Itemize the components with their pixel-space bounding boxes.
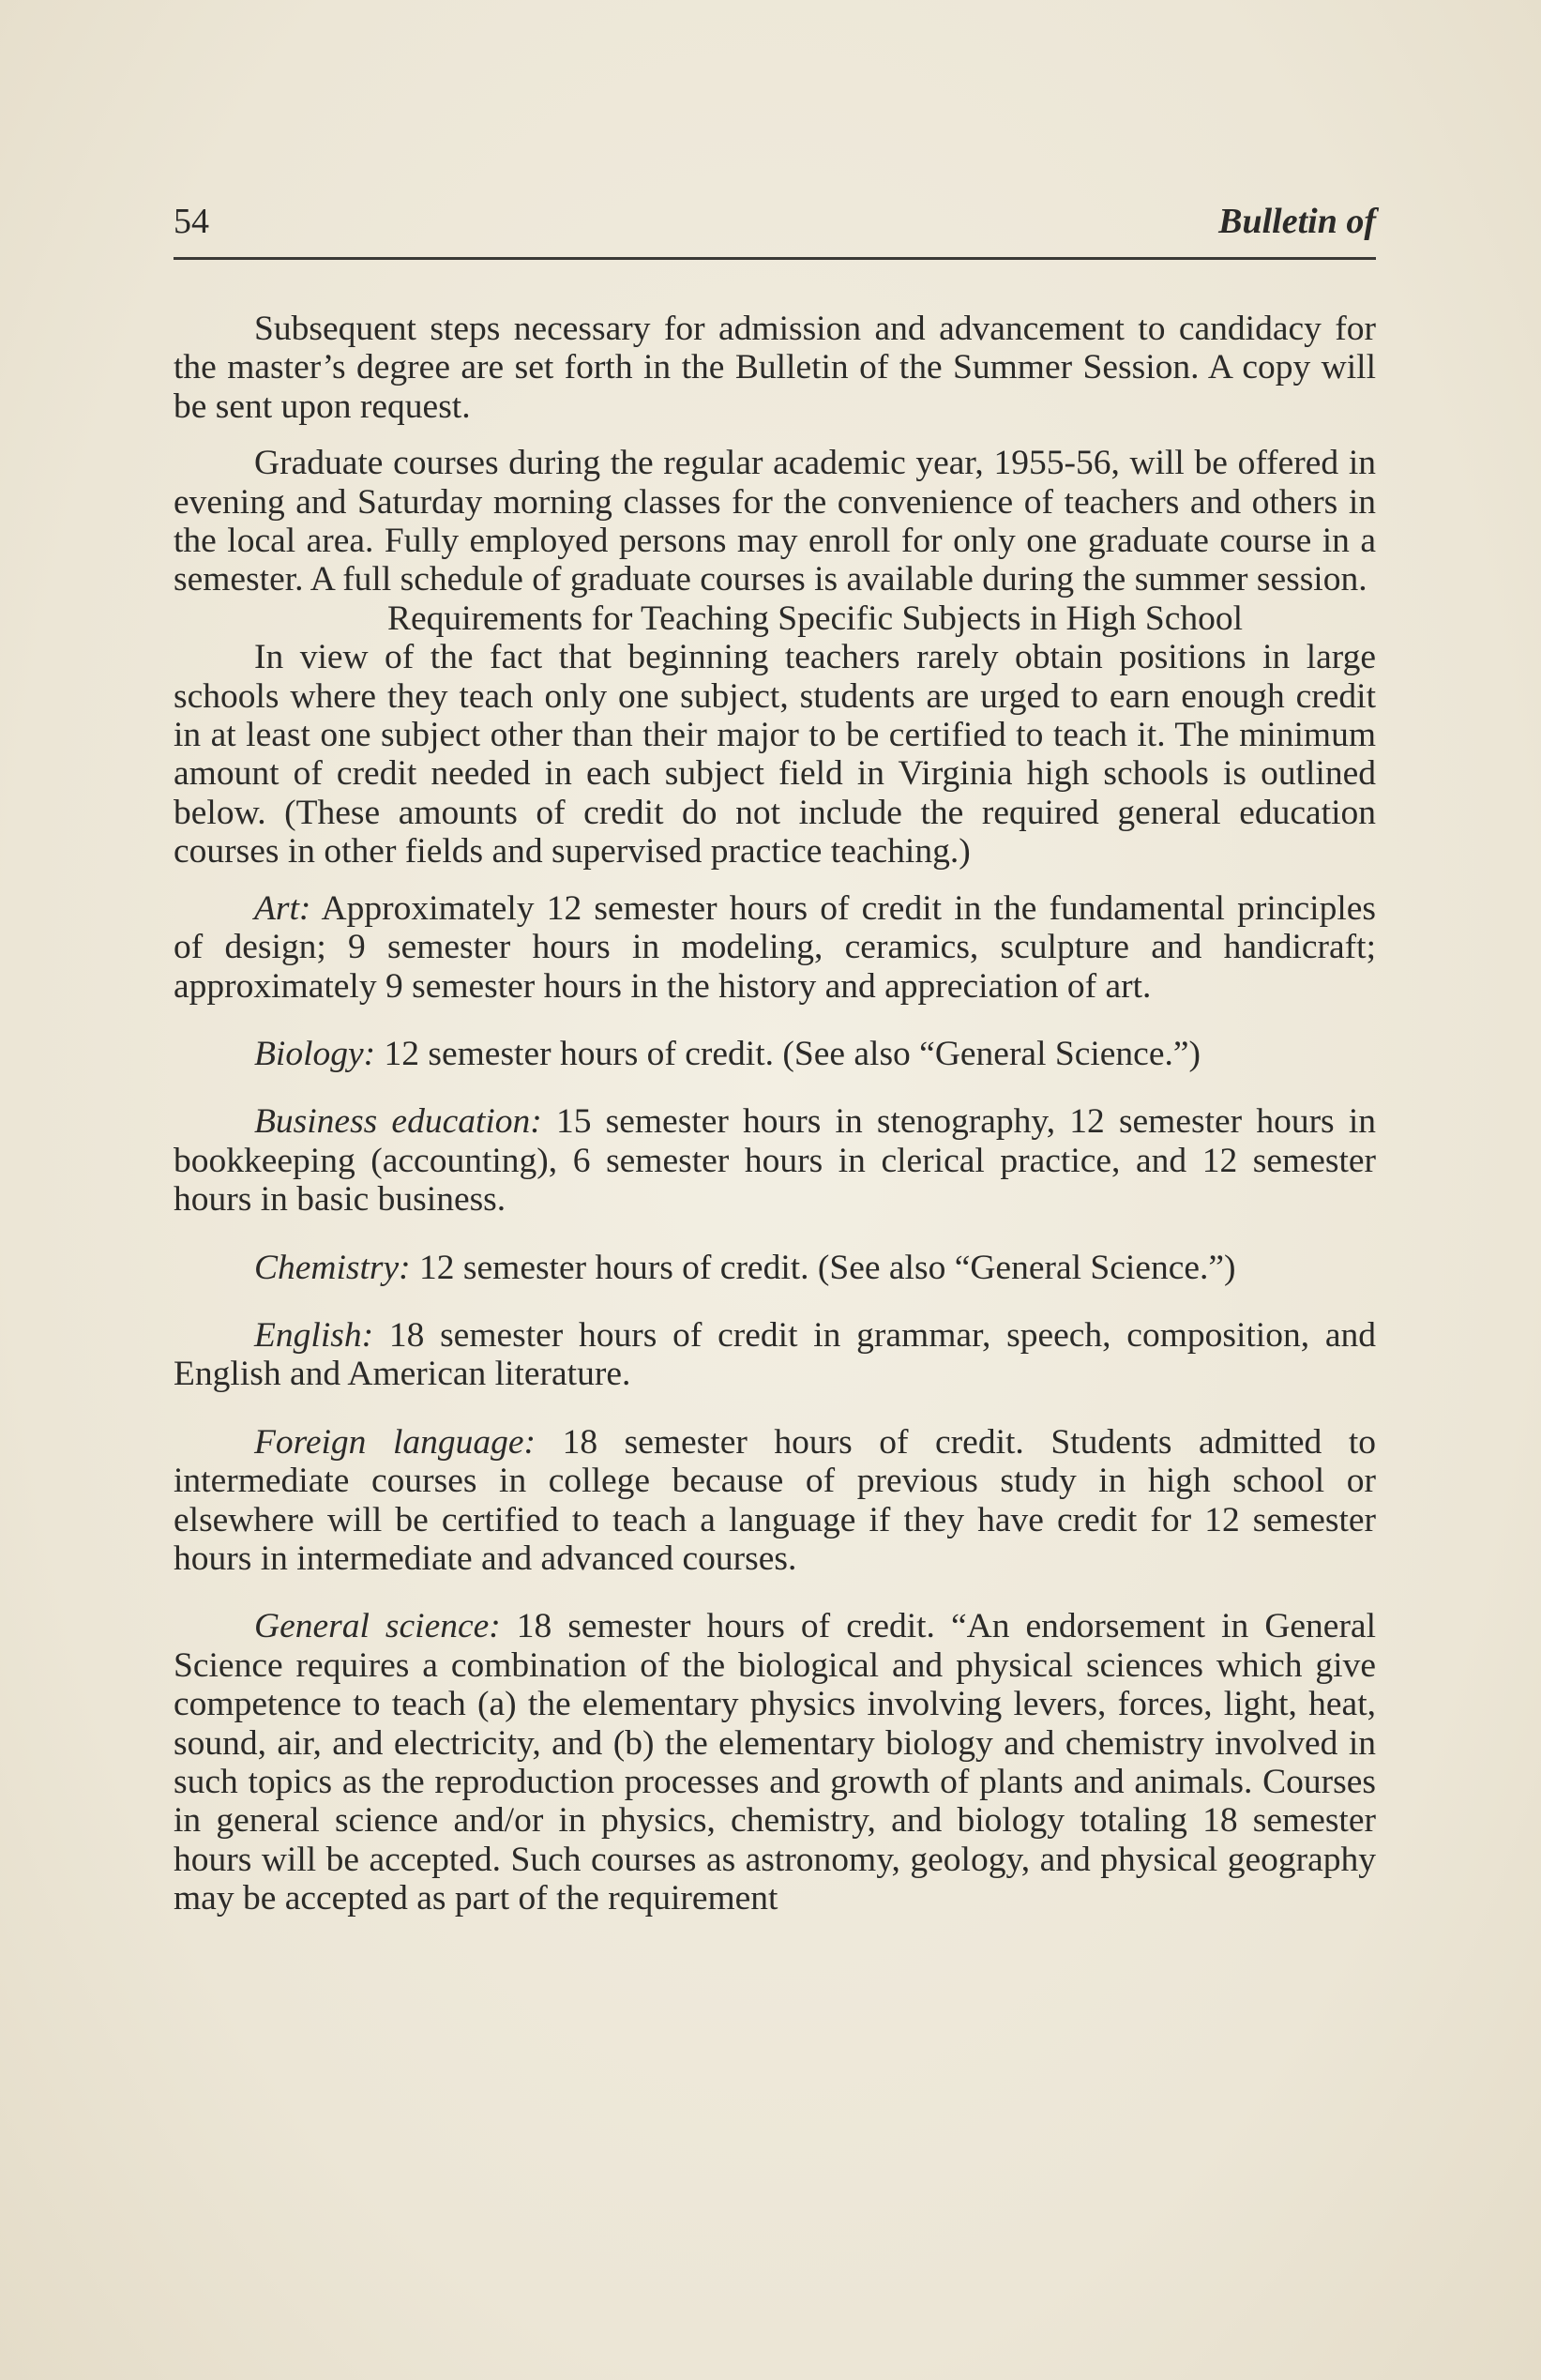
subject-name: Chemistry: xyxy=(254,1248,411,1287)
running-head: Bulletin of xyxy=(1218,202,1376,241)
subject-text: 18 semester hours of credit. Students admitted to intermediate courses in college because of previous study in high school or elsewhere will be certified to teach a language if they have credit for 12 semester hours in intermediate and advanced courses. xyxy=(174,1422,1376,1578)
subject-text: 18 semester hours of credit. “An endorsement in General Science requires a combination of the biological and physical sciences which give competence to teach (a) the elementary physics involving levers, forces, light, heat, sound, air, and electricity, and (b) the elementary biology and chemistry involved in such topics as the reproduction processes and growth of plants and animals. Courses in general science and/or in physics, chemistry, and biology totaling 18 semester hours will be accepted. Such courses as astronomy, geology, and physical geography may be accepted as part of the requirement xyxy=(174,1607,1376,1918)
body-text xyxy=(174,310,1376,1918)
subject-entry-art xyxy=(174,889,1376,1006)
paragraph-requirements-intro: In view of the fact that beginning teachers rarely obtain positions in large schools where they teach only one subject, students are urged to earn enough credit in at least one subject other than their major to be certified to teach it. The minimum amount of credit needed in each subject field in Virginia high schools is outlined below. (These amounts of credit do not include the required general education courses in other fields and supervised practice teaching.) xyxy=(174,638,1376,872)
subject-text: 12 semester hours of credit. (See also “General Science.”) xyxy=(410,1248,1236,1287)
subject-name: Art: xyxy=(254,888,311,928)
subject-entry-biology xyxy=(174,1035,1376,1073)
paragraph-graduate-courses: Graduate courses during the regular academic year, 1955-56, will be offered in evening and Saturday morning classes for the convenience of teachers and others in the local area. Fully employed persons may enroll for only one graduate course in a semester. A full schedule of graduate courses is available during the summer session. xyxy=(174,444,1376,599)
subject-name: English: xyxy=(254,1315,374,1355)
paragraph-admission: Subsequent steps necessary for admission and advancement to candidacy for the master’s degree are set forth in the Bulletin of the Summer Session. A copy will be sent upon request. xyxy=(174,310,1376,426)
subject-entry-business xyxy=(174,1102,1376,1219)
subject-entry-chemistry xyxy=(174,1249,1376,1287)
subject-name: Business education: xyxy=(254,1102,542,1142)
page-number: 54 xyxy=(174,202,209,241)
subject-text: 12 semester hours of credit. (See also “General Science.”) xyxy=(375,1034,1201,1073)
subject-name: Foreign language: xyxy=(254,1422,536,1462)
page-header xyxy=(174,201,1376,260)
subject-name: Biology: xyxy=(254,1034,376,1073)
section-heading: Requirements for Teaching Specific Subjects in High School xyxy=(386,599,1244,638)
subject-text: 15 semester hours in stenography, 12 semester hours in bookkeeping (accounting), 6 semester hours in clerical practice, and 12 semester hours in basic business. xyxy=(174,1102,1376,1220)
subject-entry-english xyxy=(174,1316,1376,1394)
subject-entry-general-science xyxy=(174,1607,1376,1918)
subject-entry-foreign-language xyxy=(174,1423,1376,1579)
subject-text: 18 semester hours of credit in grammar, speech, composition, and English and American literature. xyxy=(174,1315,1376,1394)
subject-name: General science: xyxy=(254,1607,501,1646)
subject-text: Approximately 12 semester hours of credit in the fundamental principles of design; 9 semester hours in modeling, ceramics, sculpture and handicraft; approximately 9 semester hours in the history and appreciation of art. xyxy=(174,888,1376,1006)
